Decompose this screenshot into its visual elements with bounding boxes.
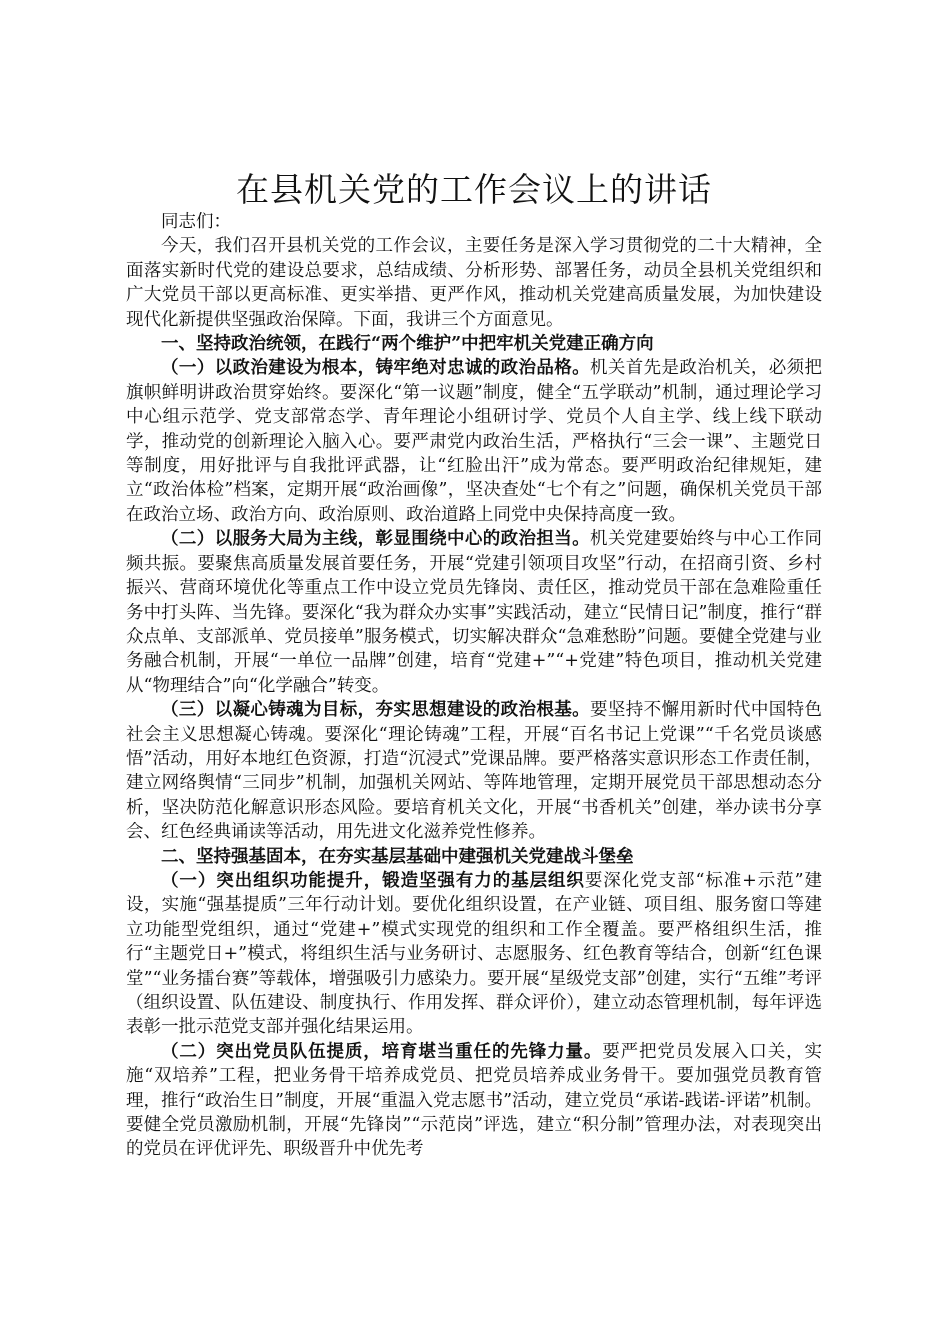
section-1-heading: 一、坚持政治统领，在践行“两个维护”中把牢机关党建正确方向: [161, 334, 654, 355]
section-1-paragraph-2: [126, 527, 822, 698]
section-1-paragraph-1-body: 机关首先是政治机关，必须把旗帜鲜明讲政治贯穿始终。要深化“第一议题”制度，健全“五学联动”机制，通过理论学习中心组示范学、党支部常态学、青年理论小组研讨学、党员个人自主学、线上线下联动学，推动党的创新理论入脑入心。要严肃党内政治生活，严格执行“三会一课”、主题党日等制度，用好批评与自我批评武器，让“红脸出汗”成为常态。要严明政治纪律规矩，建立“政治体检”档案，定期开展“政治画像”，坚决查处“七个有之”问题，确保机关党员干部在政治立场、政治方向、政治原则、政治道路上同党中央保持高度一致。: [126, 358, 822, 525]
section-1-paragraph-3-lead: （三）以凝心铸魂为目标，夯实思想建设的政治根基。: [161, 700, 590, 721]
section-2-heading: 二、坚持强基固本，在夯实基层基础中建强机关党建战斗堡垒: [161, 846, 634, 867]
section-2-paragraph-1-body: 要深化党支部“标准+示范”建设，实施“强基提质”三年行动计划。要优化组织设置，在产业链、项目组、服务窗口等建立功能型党组织，通过“党建+”模式实现党的组织和工作全覆盖。要严格组织生活，推行“主题党日+”模式，将组织生活与业务研讨、志愿服务、红色教育等结合，创新“红色课堂”“业务擂台赛”等载体，增强吸引力感染力。要开展“星级党支部”创建，实行“五维”考评（组织设置、队伍建设、制度执行、作用发挥、群众评价），建立动态管理机制，每年评选表彰一批示范党支部并强化结果运用。: [126, 870, 823, 1038]
section-1-paragraph-1-lead: （一）以政治建设为根本，铸牢绝对忠诚的政治品格。: [161, 358, 590, 379]
section-2-paragraph-1: [126, 869, 822, 1040]
section-1-paragraph-1: [126, 356, 822, 527]
section-2-paragraph-2: [126, 1040, 822, 1162]
section-2-paragraph-2-body: 要严把党员发展入口关，实施“双培养”工程，把业务骨干培养成党员、把党员培养成业务骨干。要加强党员教育管理，推行“政治生日”制度，开展“重温入党志愿书”活动，建立党员“承诺-践诺-评诺”机制。要健全党员激励机制，开展“先锋岗”“示范岗”评选，建立“积分制”管理办法，对表现突出的党员在评优评先、职级晋升中优先考: [126, 1041, 823, 1160]
section-1-paragraph-2-lead: （二）以服务大局为主线，彰显围绕中心的政治担当。: [161, 529, 590, 550]
section-1-paragraph-3-body: 要坚持不懈用新时代中国特色社会主义思想凝心铸魂。要深化“理论铸魂”工程，开展“百名书记上党课”“千名党员谈感悟”活动，用好本地红色资源，打造“沉浸式”党课品牌。要严格落实意识形态工作责任制，建立网络舆情“三同步”机制，加强机关网站、等阵地管理，定期开展党员干部思想动态分析，坚决防范化解意识形态风险。要培育机关文化，开展“书香机关”创建，举办读书分享会、红色经典诵读等活动，用先进文化滋养党性修养。: [126, 700, 822, 843]
document-title: 在县机关党的工作会议上的讲话: [236, 170, 712, 209]
salutation: 同志们：: [161, 212, 231, 232]
section-1-paragraph-2-body: 机关党建要始终与中心工作同频共振。要聚焦高质量发展首要任务，开展“党建引领项目攻坚”行动，在招商引资、乡村振兴、营商环境优化等重点工作中设立党员先锋岗、责任区，推动党员干部在急难险重任务中打头阵、当先锋。要深化“我为群众办实事”实践活动，建立“民情日记”制度，推行“群众点单、支部派单、党员接单”服务模式，切实解决群众“急难愁盼”问题。要健全党建与业务融合机制，开展“一单位一品牌”创建，培育“党建+”“+党建”特色项目，推动机关党建从“物理结合”向“化学融合”转变。: [126, 529, 822, 696]
section-2-paragraph-1-lead: （一）突出组织功能提升，锻造坚强有力的基层组织: [161, 870, 585, 891]
section-2-paragraph-2-lead: （二）突出党员队伍提质，培育堪当重任的先锋力量。: [161, 1041, 603, 1062]
intro-paragraph: 今天，我们召开县机关党的工作会议，主要任务是深入学习贯彻党的二十大精神，全面落实新时代党的建设总要求，总结成绩、分析形势、部署任务，动员全县机关党组织和广大党员干部以更高标准、更实举措、更严作风，推动机关党建高质量发展，为加快建设现代化新提供坚强政治保障。下面，我讲三个方面意见。: [126, 236, 822, 330]
section-1-paragraph-3: [126, 698, 822, 844]
document-page: [126, 170, 822, 1162]
